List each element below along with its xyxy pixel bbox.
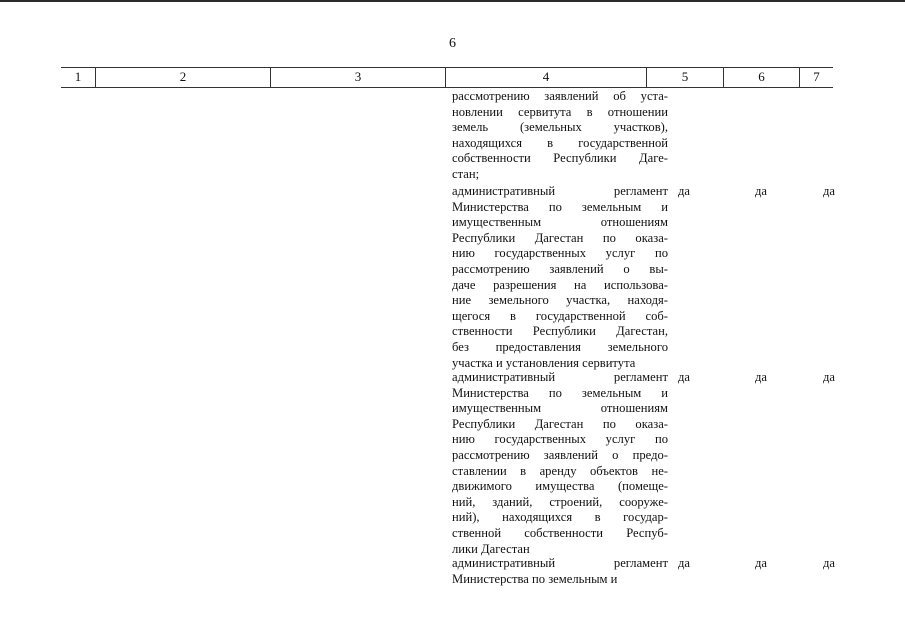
header-col-7: 7 bbox=[799, 68, 833, 87]
text-line: имущественным отношениям bbox=[452, 401, 668, 416]
table-row-3-col7: да bbox=[823, 370, 835, 384]
scan-top-edge bbox=[0, 0, 905, 2]
text-line: новлении сервитута в отношении bbox=[452, 104, 668, 119]
text-line: ставлении в аренду объектов не- bbox=[452, 463, 668, 478]
table-row-4-col5: да bbox=[678, 556, 690, 570]
text-line: находящихся в государственной bbox=[452, 135, 668, 150]
table-row-2-col6: да bbox=[755, 184, 767, 198]
text-line: ний), находящихся в государ- bbox=[452, 510, 668, 525]
table-row-4-col4 bbox=[452, 556, 668, 587]
text-line: ственной собственности Респуб- bbox=[452, 525, 668, 540]
text-line: Министерства по земельным и bbox=[452, 571, 618, 586]
header-col-4: 4 bbox=[445, 68, 646, 87]
table-row-4-col6: да bbox=[755, 556, 767, 570]
text-line: административный регламент bbox=[452, 184, 668, 198]
text-line: нию государственных услуг по bbox=[452, 432, 668, 447]
table-row-2-col5: да bbox=[678, 184, 690, 198]
text-line: нию государственных услуг по bbox=[452, 246, 668, 261]
table-row-3-col4 bbox=[452, 370, 668, 557]
header-col-1: 1 bbox=[74, 69, 82, 84]
table-row-3-col5: да bbox=[678, 370, 690, 384]
text-line: без предоставления земельного bbox=[452, 339, 668, 354]
text-line: рассмотрению заявлений об уста- bbox=[452, 89, 668, 103]
header-col-2: 2 bbox=[95, 68, 270, 87]
table-row-2-col4 bbox=[452, 184, 668, 371]
table-row-2-col7: да bbox=[823, 184, 835, 198]
text-line: движимого имущества (помеще- bbox=[452, 479, 668, 494]
text-line: имущественным отношениям bbox=[452, 215, 668, 230]
text-line: участка и установления сервитута bbox=[452, 355, 636, 370]
text-line: рассмотрению заявлений о вы- bbox=[452, 261, 668, 276]
text-line: даче разрешения на использова- bbox=[452, 277, 668, 292]
text-line: Министерства по земельным и bbox=[452, 199, 668, 214]
header-col-5: 5 bbox=[646, 68, 723, 87]
text-line: рассмотрению заявлений о предо- bbox=[452, 447, 668, 462]
header-col-6: 6 bbox=[723, 68, 799, 87]
page-number: 6 bbox=[449, 36, 456, 51]
text-line: административный регламент bbox=[452, 556, 668, 570]
text-line: собственности Республики Даге- bbox=[452, 151, 668, 166]
text-line: Министерства по земельным и bbox=[452, 385, 668, 400]
table-header-row bbox=[61, 67, 833, 88]
text-line: Республики Дагестан по оказа- bbox=[452, 230, 668, 245]
text-line: Республики Дагестан по оказа- bbox=[452, 416, 668, 431]
text-line: ние земельного участка, находя- bbox=[452, 293, 668, 308]
text-line: щегося в государственной соб- bbox=[452, 308, 668, 323]
text-line: административный регламент bbox=[452, 370, 668, 384]
text-line: стан; bbox=[452, 166, 480, 181]
table-row-1-col4 bbox=[452, 89, 668, 183]
text-line: земель (земельных участков), bbox=[452, 120, 668, 135]
text-line: ний, зданий, строений, сооруже- bbox=[452, 494, 668, 509]
table-row-3-col6: да bbox=[755, 370, 767, 384]
table-row-4-col7: да bbox=[823, 556, 835, 570]
header-col-3: 3 bbox=[270, 68, 445, 87]
text-line: ственности Республики Дагестан, bbox=[452, 324, 668, 339]
text-line: лики Дагестан bbox=[452, 541, 530, 556]
